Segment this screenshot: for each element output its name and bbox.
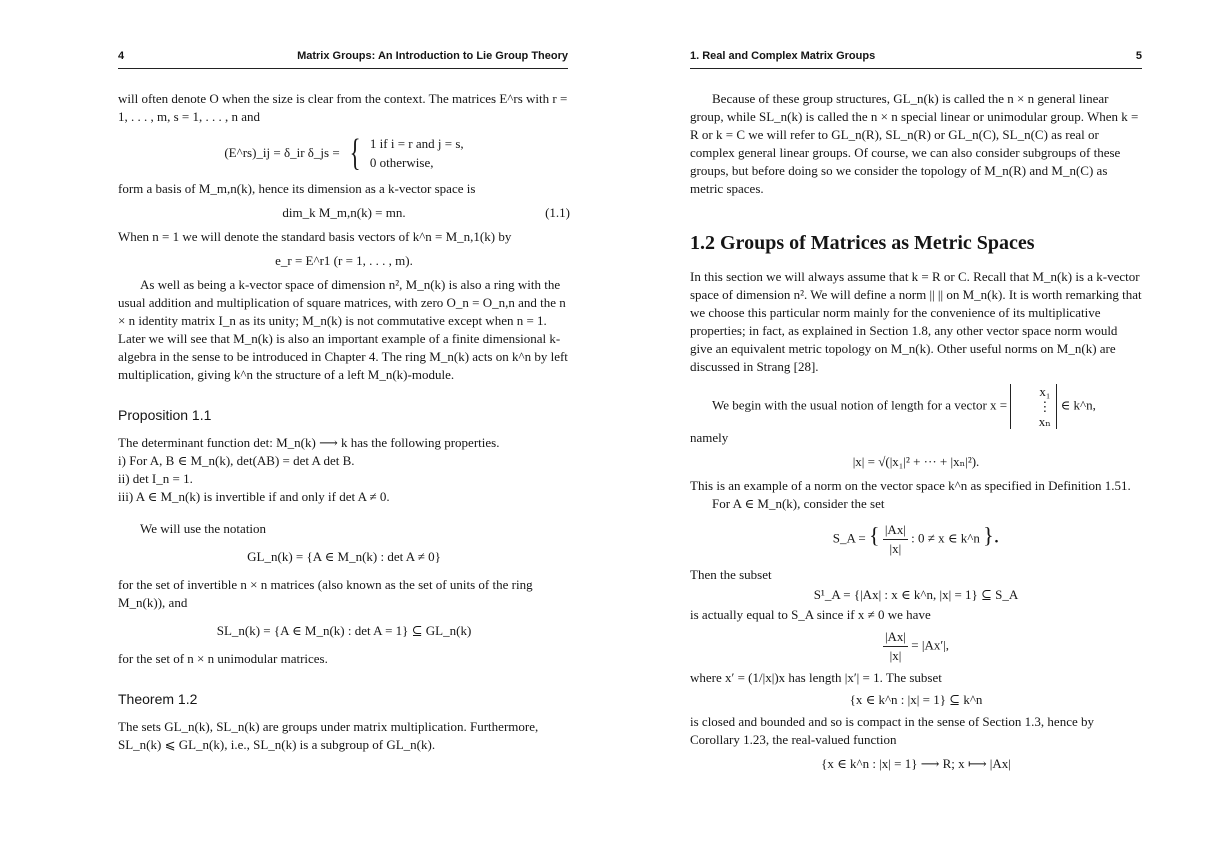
paragraph: Because of these group structures, GL_n(k) is called the n × n general linear group, while SL_n(k) is called the n × n special linear or unimodular group. When k = R or k = C we will refer to GL_n(R), SL_n(R) or GL_n(C), SL_n(C) as real or complex general linear groups. Of course, we can also consider subgroups of these groups, but before doing so we consider the topology of M_n(R) and M_n(C) as metric spaces. xyxy=(690,91,1139,196)
right-page xyxy=(614,0,1228,868)
section-title: 1.2 Groups of Matrices as Metric Spaces xyxy=(690,232,1035,254)
equation-sphere xyxy=(690,691,1142,709)
fraction-denominator: |x| xyxy=(889,648,902,663)
equation-text: = |Ax′|, xyxy=(911,637,950,653)
equation-text: |x| = √(|x₁|² + ··· + |xₙ|²). xyxy=(852,454,980,469)
equation-number: (1.1) xyxy=(545,205,570,220)
brace-symbol: { xyxy=(869,522,880,548)
fraction xyxy=(883,521,908,558)
equation-text: dim_k M_m,n(k) = mn. xyxy=(282,205,406,220)
column-vector xyxy=(1010,384,1057,429)
left-page-number: 4 xyxy=(118,50,125,62)
left-header-title: Matrix Groups: An Introduction to Lie Group Theory xyxy=(297,50,568,62)
equation-case: 1 if i = r and j = s, xyxy=(369,136,464,151)
equation-text: S¹_A = {|Ax| : x ∈ k^n, |x| = 1} ⊆ S_A xyxy=(813,587,1019,602)
theorem-text: The sets GL_n(k), SL_n(k) are groups under matrix multiplication. Furthermore, SL_n(k) ⩽ GL_n(k), i.e., SL_n(k) is a subgroup of GL_n(k). xyxy=(118,719,539,752)
fraction xyxy=(883,628,908,665)
paragraph: will often denote O when the size is clear from the context. The matrices E^rs with r = 1, . . . , m, s = 1, . . . , n and xyxy=(118,91,568,124)
equation-dimension xyxy=(118,204,570,222)
paragraph: We will use the notation xyxy=(140,521,267,536)
paragraph-text: We begin with the usual notion of length for a vector x = xyxy=(712,397,1008,413)
equation-text: GL_n(k) = {A ∈ M_n(k) : det A ≠ 0} xyxy=(247,549,441,564)
proposition-intro: The determinant function det: M_n(k) ⟶ k has the following properties. xyxy=(118,435,500,450)
equation-text: SL_n(k) = {A ∈ M_n(k) : det A = 1} ⊆ GL_n(k) xyxy=(216,623,472,638)
vector-entry: x₁ xyxy=(1039,384,1051,399)
right-running-header xyxy=(690,48,1142,69)
equation-lhs: (E^rs)_ij = δ_ir δ_js = xyxy=(224,145,340,160)
equation-basis-matrix xyxy=(118,134,570,172)
paragraph: is closed and bounded and so is compact in the sense of Section 1.3, hence by Corollary 1.23, the real-valued function xyxy=(690,714,1094,747)
proposition-item: iii) A ∈ M_n(k) is invertible if and only if det A ≠ 0. xyxy=(118,489,390,504)
equation-sl xyxy=(118,622,570,640)
equation-function xyxy=(690,755,1142,773)
fraction-numerator: |Ax| xyxy=(883,628,908,647)
right-page-body xyxy=(690,90,1142,779)
paragraph: is actually equal to S_A since if x ≠ 0 we have xyxy=(690,607,931,622)
vector-entry: xₙ xyxy=(1038,414,1051,429)
equation-text: {x ∈ k^n : |x| = 1} ⊆ k^n xyxy=(849,692,983,707)
equation-text: : 0 ≠ x ∈ k^n xyxy=(911,530,980,546)
right-header-title: 1. Real and Complex Matrix Groups xyxy=(690,50,876,62)
proposition-item: i) For A, B ∈ M_n(k), det(AB) = det A det B. xyxy=(118,453,355,468)
equation-text: e_r = E^r1 (r = 1, . . . , m). xyxy=(275,253,413,268)
paragraph: In this section we will always assume that k = R or C. Recall that M_n(k) is a k-vector space of dimension n². We will define a norm || || on M_n(k). It is worth remarking that we choose this particular norm mainly for the convenience of its multiplicative properties; in fact, as explained in Section 1.8, any other vector space norm would give an equivalent metric topology on M_n(k). Other useful norms on M_n(k) are discussed in Strang [28]. xyxy=(690,269,1142,374)
right-page-number: 5 xyxy=(1135,50,1142,62)
proposition-item: ii) det I_n = 1. xyxy=(118,471,193,486)
paragraph: form a basis of M_m,n(k), hence its dimension as a k-vector space is xyxy=(118,181,476,196)
brace-symbol: { xyxy=(349,132,361,174)
paragraph: For A ∈ M_n(k), consider the set xyxy=(712,496,885,511)
brace-symbol: }. xyxy=(983,522,1000,548)
equation-SA xyxy=(690,521,1142,558)
fraction-numerator: |Ax| xyxy=(883,521,908,540)
equation-ratio xyxy=(690,628,1142,665)
paragraph: where x′ = (1/|x|)x has length |x′| = 1. The subset xyxy=(690,670,942,685)
equation-gl xyxy=(118,548,570,566)
paragraph-text: ∈ k^n, xyxy=(1060,397,1096,413)
equation-S1 xyxy=(690,586,1142,604)
paragraph: As well as being a k-vector space of dimension n², M_n(k) is also a ring with the usual addition and multiplication of square matrices, with zero O_n = O_n,n and the n × n identity matrix I_n as its unity; M_n(k) is not commutative except when n = 1. Later we will see that M_n(k) is also an important example of a finite dimensional k-algebra in the sense to be introduced in Chapter 4. The ring M_n(k) acts on k^n by left multiplication, giving k^n the structure of a left M_n(k)-module. xyxy=(118,277,568,382)
equation-case: 0 otherwise, xyxy=(369,155,434,170)
proposition-title: Proposition 1.1 xyxy=(118,407,212,423)
paragraph: namely xyxy=(690,430,729,445)
vector-entry: ⋮ xyxy=(1038,399,1052,414)
equation-basis-vectors xyxy=(118,252,570,270)
paragraph: for the set of n × n unimodular matrices. xyxy=(118,651,328,666)
paragraph: Then the subset xyxy=(690,567,772,582)
paragraph: When n = 1 we will denote the standard basis vectors of k^n = M_n,1(k) by xyxy=(118,229,512,244)
paragraph: This is an example of a norm on the vector space k^n as specified in Definition 1.51. xyxy=(690,478,1131,493)
fraction-denominator: |x| xyxy=(889,541,902,556)
paragraph-vector-intro xyxy=(690,384,1142,429)
equation-text: {x ∈ k^n : |x| = 1} ⟶ R; x ⟼ |Ax| xyxy=(821,756,1011,771)
paragraph: for the set of invertible n × n matrices (also known as the set of units of the ring M_n(k)), and xyxy=(118,577,533,610)
left-page-body xyxy=(118,90,570,754)
theorem-title: Theorem 1.2 xyxy=(118,691,198,707)
left-running-header xyxy=(118,48,568,69)
equation-norm xyxy=(690,453,1142,471)
equation-text: S_A = xyxy=(832,530,866,546)
